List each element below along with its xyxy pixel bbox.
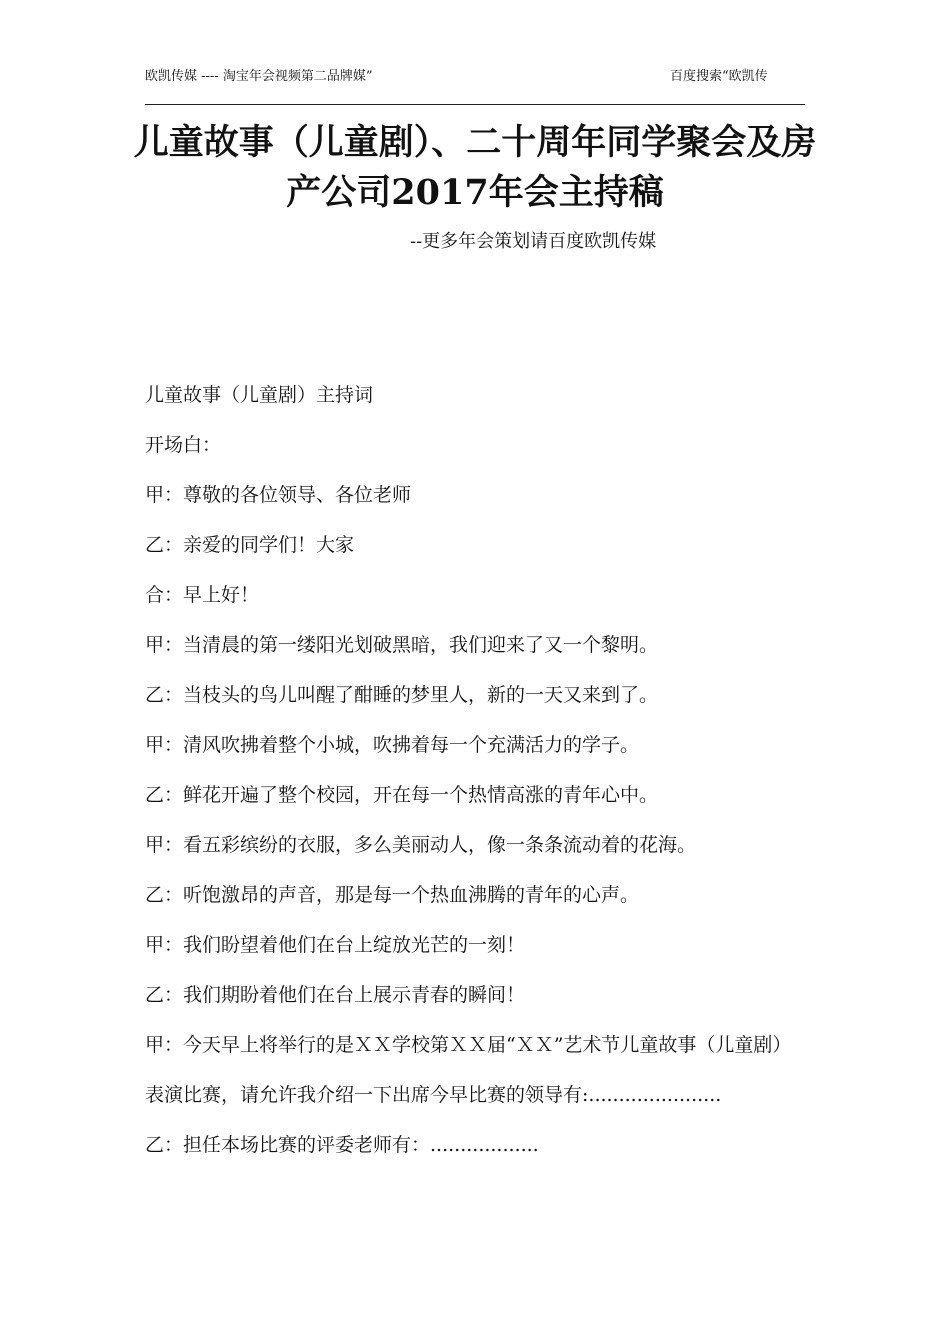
paragraph: 甲：尊敬的各位领导、各位老师 xyxy=(145,484,412,506)
paragraph: 甲：我们盼望着他们在台上绽放光芒的一刻！ xyxy=(145,934,526,956)
document-subtitle: --更多年会策划请百度欧凯传媒 xyxy=(410,231,657,252)
section-heading: 儿童故事（儿童剧）主持词 xyxy=(145,384,374,406)
page-header xyxy=(145,68,805,105)
document-title: 儿童故事（儿童剧）、二十周年同学聚会及房产公司2017年会主持稿 xyxy=(133,122,817,213)
paragraph: 乙：我们期盼着他们在台上展示青春的瞬间！ xyxy=(145,984,526,1006)
paragraph: 甲：今天早上将举行的是ＸＸ学校第ＸＸ届“ＸＸ”艺术节儿童故事（儿童剧）表演比赛，请允许我介绍一下出席今早比赛的领导有:...................... xyxy=(145,1034,792,1106)
paragraph: 乙：亲爱的同学们！大家 xyxy=(145,534,355,556)
paragraph: 乙：鲜花开遍了整个校园，开在每一个热情高涨的青年心中。 xyxy=(145,784,659,806)
paragraph: 合：早上好！ xyxy=(145,584,260,606)
paragraph: 乙：听饱激昂的声音，那是每一个热血沸腾的青年的心声。 xyxy=(145,884,640,906)
header-left-text: 欧凯传媒 ---- 淘宝年会视频第二品牌媒” xyxy=(145,69,373,84)
document-body xyxy=(145,370,810,1170)
paragraph: 开场白： xyxy=(145,434,222,456)
paragraph: 甲：当清晨的第一缕阳光划破黑暗，我们迎来了又一个黎明。 xyxy=(145,634,659,656)
paragraph: 乙：担任本场比赛的评委老师有：.................. xyxy=(145,1134,539,1156)
header-right-text: 百度搜索“欧凯传 xyxy=(670,69,768,84)
paragraph: 甲：看五彩缤纷的衣服，多么美丽动人，像一条条流动着的花海。 xyxy=(145,834,697,856)
paragraph: 甲：清风吹拂着整个小城，吹拂着每一个充满活力的学子。 xyxy=(145,734,640,756)
paragraph: 乙：当枝头的鸟儿叫醒了酣睡的梦里人，新的一天又来到了。 xyxy=(145,684,659,706)
